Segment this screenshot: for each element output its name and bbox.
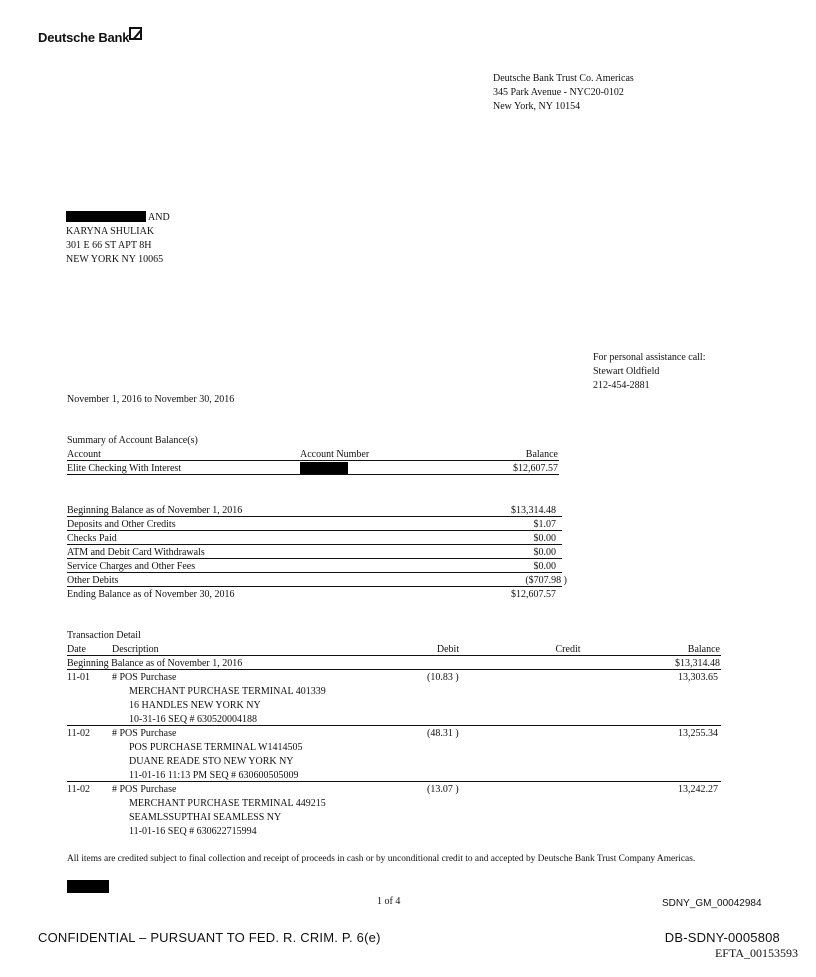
tx-detail: 16 HANDLES NEW YORK NY	[129, 700, 261, 711]
bank-logo-icon	[129, 27, 142, 40]
tx-header-description: Description	[112, 644, 159, 655]
tx-date: 11-02	[67, 728, 90, 739]
tx-detail: SEAMLSSUPTHAI SEAMLESS NY	[129, 812, 282, 823]
bank-address-line-2: 345 Park Avenue - NYC20-0102	[493, 87, 624, 98]
tx-debit: (48.31 )	[427, 728, 459, 739]
customer-name: KARYNA SHULIAK	[66, 226, 155, 237]
bates-db: DB-SDNY-0005808	[664, 930, 780, 945]
tx-beginning-value: $13,314.48	[675, 658, 720, 669]
bates-sdny-gm: SDNY_GM_00042984	[662, 898, 762, 909]
balance-value-fees: $0.00	[533, 561, 556, 572]
page-number: 1 of 4	[377, 896, 401, 907]
tx-header-date: Date	[67, 644, 86, 655]
balance-value-ending: $12,607.57	[511, 589, 556, 600]
bates-efta: EFTA_00153593	[714, 946, 798, 960]
tx-description: # POS Purchase	[112, 784, 177, 795]
tx-debit: (13.07 )	[427, 784, 459, 795]
disclaimer: All items are credited subject to final collection and receipt of proceeds in cash or by unconditional credit to and accepted by Deutsche Bank Trust Company Americas.	[67, 854, 696, 864]
divider	[67, 781, 721, 782]
divider	[67, 516, 562, 517]
customer-city: NEW YORK NY 10065	[66, 254, 164, 265]
balance-label-fees: Service Charges and Other Fees	[67, 561, 196, 572]
tx-balance: 13,242.27	[678, 784, 718, 795]
divider	[67, 460, 559, 461]
assistance-label: For personal assistance call:	[593, 352, 706, 363]
divider	[67, 586, 562, 587]
tx-beginning-label: Beginning Balance as of November 1, 2016	[67, 658, 243, 669]
summary-title: Summary of Account Balance(s)	[67, 435, 198, 446]
summary-header-balance: Balance	[525, 449, 558, 460]
tx-header-credit: Credit	[555, 644, 581, 655]
divider	[67, 725, 721, 726]
balance-label-deposits: Deposits and Other Credits	[67, 519, 176, 530]
tx-date: 11-02	[67, 784, 90, 795]
balance-label-other-debits: Other Debits	[67, 575, 119, 586]
balance-value-checks: $0.00	[533, 533, 556, 544]
divider	[67, 558, 562, 559]
balance-value-other-debits: ($707.98 )	[525, 575, 567, 586]
divider	[67, 669, 721, 670]
divider	[67, 655, 721, 656]
bank-address-line-1: Deutsche Bank Trust Co. Americas	[493, 73, 634, 84]
assistance-name: Stewart Oldfield	[593, 366, 660, 377]
tx-detail: MERCHANT PURCHASE TERMINAL 401339	[129, 686, 326, 697]
redaction-bar	[67, 880, 109, 893]
redaction-bar	[300, 462, 348, 474]
customer-and: AND	[148, 212, 170, 223]
balance-value-atm: $0.00	[533, 547, 556, 558]
tx-debit: (10.83 )	[427, 672, 459, 683]
divider	[67, 572, 562, 573]
statement-period: November 1, 2016 to November 30, 2016	[67, 394, 235, 405]
summary-account-balance: $12,607.57	[513, 463, 558, 474]
bank-address-line-3: New York, NY 10154	[493, 101, 581, 112]
divider	[67, 544, 562, 545]
balance-label-ending: Ending Balance as of November 30, 2016	[67, 589, 235, 600]
tx-description: # POS Purchase	[112, 728, 177, 739]
redaction-bar	[66, 211, 146, 222]
balance-value-deposits: $1.07	[533, 519, 556, 530]
tx-header-balance: Balance	[687, 644, 720, 655]
tx-detail: 11-01-16 11:13 PM SEQ # 630600505009	[129, 770, 299, 781]
tx-description: # POS Purchase	[112, 672, 177, 683]
tx-balance: 13,255.34	[678, 728, 718, 739]
summary-account-name: Elite Checking With Interest	[67, 463, 182, 474]
balance-label-beginning: Beginning Balance as of November 1, 2016	[67, 505, 243, 516]
divider	[67, 474, 559, 475]
transactions-title: Transaction Detail	[67, 630, 141, 641]
tx-date: 11-01	[67, 672, 90, 683]
tx-detail: 10-31-16 SEQ # 630520004188	[129, 714, 258, 725]
balance-label-atm: ATM and Debit Card Withdrawals	[67, 547, 205, 558]
balance-label-checks: Checks Paid	[67, 533, 117, 544]
tx-detail: 11-01-16 SEQ # 630622715994	[129, 826, 257, 837]
tx-balance: 13,303.65	[678, 672, 718, 683]
assistance-phone: 212-454-2881	[593, 380, 650, 391]
divider	[67, 530, 562, 531]
tx-detail: MERCHANT PURCHASE TERMINAL 449215	[129, 798, 326, 809]
summary-header-account: Account	[67, 449, 101, 460]
tx-detail: DUANE READE STO NEW YORK NY	[129, 756, 294, 767]
balance-value-beginning: $13,314.48	[511, 505, 556, 516]
bank-logo-text: Deutsche Bank	[38, 30, 130, 45]
tx-header-debit: Debit	[436, 644, 460, 655]
customer-street: 301 E 66 ST APT 8H	[66, 240, 152, 251]
tx-detail: POS PURCHASE TERMINAL W1414505	[129, 742, 303, 753]
confidential-notice: CONFIDENTIAL – PURSUANT TO FED. R. CRIM. P. 6(e)	[38, 930, 381, 945]
summary-header-number: Account Number	[300, 449, 370, 460]
